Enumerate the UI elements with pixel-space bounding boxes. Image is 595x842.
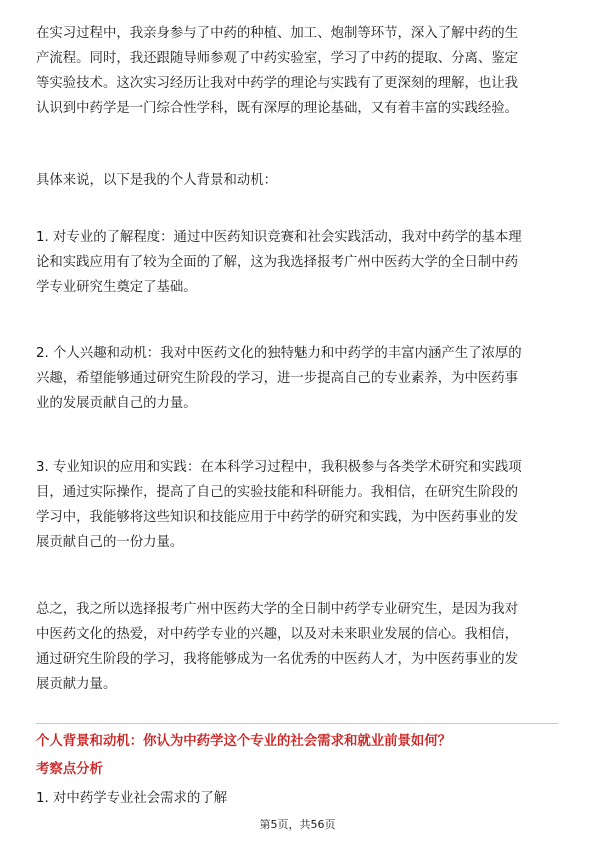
text-line: 在实习过程中，我亲身参与了中药的种植、加工、炮制等环节，深入了解中药的生 (36, 26, 519, 41)
text-line: 中医药文化的热爱，对中药学专业的兴趣，以及对未来职业发展的信心。我相信， (36, 627, 519, 642)
text-line: 认识到中药学是一门综合性学科，既有深厚的理论基础，又有着丰富的实践经验。 (36, 101, 519, 116)
text-line: 学习中，我能够将这些知识和技能应用于中药学的研究和实践，为中医药事业的发 (36, 510, 519, 525)
paragraph-conclusion (36, 597, 560, 697)
text-line: 1. 对专业的了解程度：通过中医药知识竞赛和社会实践活动，我对中药学的基本理 (36, 230, 522, 245)
analysis-point: 1. 对中药学专业社会需求的了解 (36, 791, 228, 806)
text-line: 产流程。同时，我还跟随导师参观了中药实验室，学习了中药的提取、分离、鉴定 (36, 51, 519, 66)
text-line: 通过研究生阶段的学习，我将能够成为一名优秀的中医药人才，为中医药事业的发 (36, 652, 519, 667)
text-line: 学专业研究生奠定了基础。 (36, 280, 197, 295)
text-line: 目，通过实际操作，提高了自己的实验技能和科研能力。我相信，在研究生阶段的 (36, 485, 519, 500)
page-footer: 第5页，共56页 (259, 818, 336, 831)
text-line: 业的发展贡献自己的力量。 (36, 396, 197, 411)
text-line: 论和实践应用有了较为全面的了解，这为我选择报考广州中医药大学的全日制中药 (36, 255, 519, 270)
paragraph-point-2 (36, 341, 560, 416)
text-line: 兴趣，希望能够通过研究生阶段的学习，进一步提高自己的专业素养，为中医药事 (36, 371, 519, 386)
paragraph-point-1 (36, 225, 560, 300)
text-line: 2. 个人兴趣和动机：我对中医药文化的独特魅力和中药学的丰富内涵产生了浓厚的 (36, 346, 522, 361)
text-line: 等实验技术。这次实习经历让我对中药学的理论与实践有了更深刻的理解，也让我 (36, 76, 519, 91)
text-line: 展贡献自己的一份力量。 (36, 535, 184, 550)
text-line: 展贡献力量。 (36, 677, 117, 692)
text-line: 具体来说，以下是我的个人背景和动机： (36, 173, 278, 188)
text-line: 总之，我之所以选择报考广州中医药大学的全日制中药学专业研究生，是因为我对 (36, 602, 519, 617)
analysis-heading: 考察点分析 (36, 762, 103, 777)
question-heading: 个人背景和动机：你认为中药学这个专业的社会需求和就业前景如何？ (36, 734, 452, 749)
text-line: 3. 专业知识的应用和实践：在本科学习过程中，我积极参与各类学术研究和实践项 (36, 460, 522, 475)
paragraph-intro (36, 168, 560, 193)
paragraph-internship (36, 21, 560, 121)
paragraph-point-3 (36, 455, 560, 555)
divider (36, 723, 558, 724)
